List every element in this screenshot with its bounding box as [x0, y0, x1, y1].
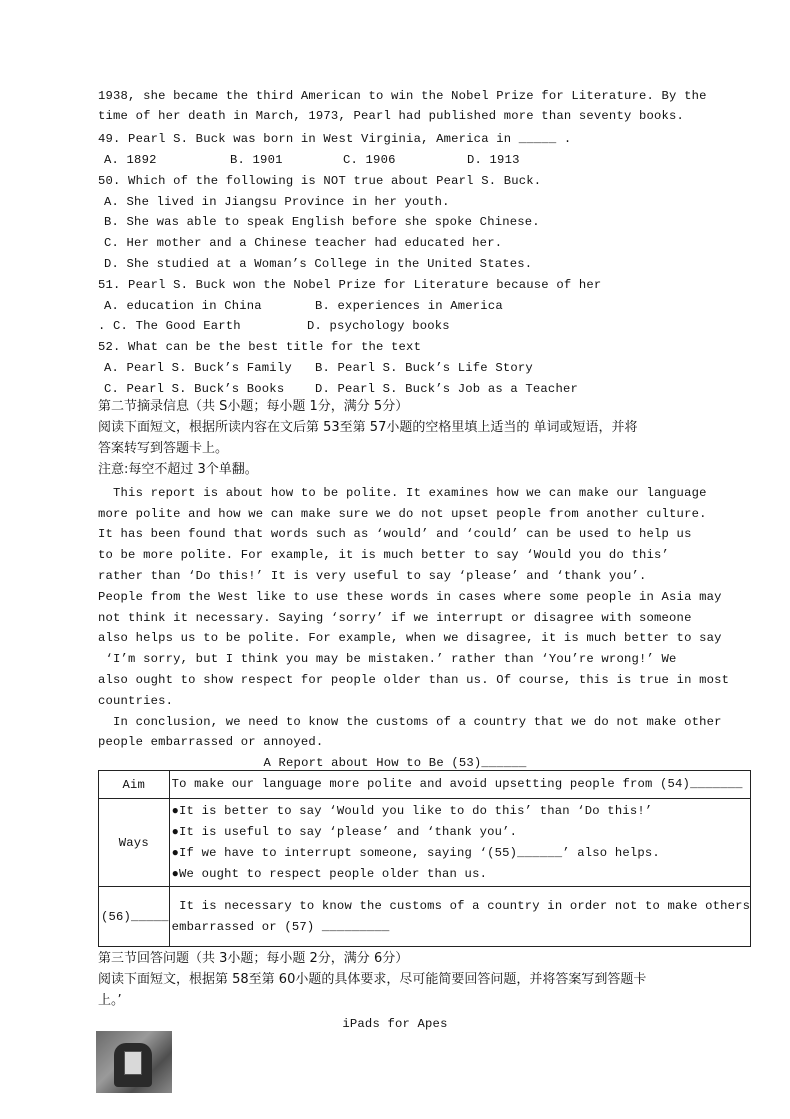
report-passage-line: not think it necessary. Saying ‘sorry’ if we interrupt or disagree with someone — [98, 611, 692, 625]
question-52-stem: 52. What can be the best title for the text — [98, 340, 422, 354]
aim-label: Aim — [99, 771, 170, 799]
report-passage-line: This report is about how to be polite. It examines how we can make our language — [98, 486, 707, 500]
report-passage-line: to be more polite. For example, it is much better to say ‘Would you do this’ — [98, 548, 670, 562]
q50-option-d: D. She studied at a Woman’s College in the United States. — [104, 257, 533, 271]
report-passage-line: also ought to show respect for people older than us. Of course, this is true in most — [98, 673, 730, 687]
question-51-stem: 51. Pearl S. Buck won the Nobel Prize for Literature because of her — [98, 278, 602, 292]
q56-label: (56)_____ — [99, 887, 170, 947]
report-passage-line: countries. — [98, 694, 174, 708]
way-text: It is useful to say ‘please’ and ‘thank you’. — [179, 824, 518, 839]
conclusion-text: It is necessary to know the customs of a country in order not to make others — [171, 898, 751, 913]
section-2-heading: 第二节摘录信息（共 S小题；每小题 1分，满分 5分） — [98, 399, 409, 414]
aim-row — [99, 771, 751, 799]
report-table — [98, 770, 751, 947]
way-item — [170, 843, 751, 864]
passage-line: time of her death in March, 1973, Pearl had published more than seventy books. — [98, 109, 685, 123]
q52-option-c: C. Pearl S. Buck’s Books — [104, 382, 285, 396]
section-3-instruction: 阅读下面短文，根据第 58至第 60小题的具体要求，尽可能简要回答问题，并将答案写到答题卡 — [98, 972, 647, 987]
q51-option-d: D. psychology books — [307, 319, 450, 333]
conclusion-cell — [169, 887, 751, 947]
q51-option-b: B. experiences in America — [315, 299, 503, 313]
q52-option-a: A. Pearl S. Buck’s Family — [104, 361, 292, 375]
report-passage-line: In conclusion, we need to know the customs of a country that we do not make other — [98, 715, 722, 729]
passage-title: iPads for Apes — [342, 1017, 448, 1031]
bullet-icon: ● — [171, 845, 180, 860]
way-item — [170, 801, 751, 822]
report-passage-line: people embarrassed or annoyed. — [98, 735, 324, 749]
aim-cell — [169, 771, 751, 799]
question-50-stem: 50. Which of the following is NOT true about Pearl S. Buck. — [98, 174, 542, 188]
q49-option-a: A. 1892 — [104, 153, 157, 167]
report-passage-line: rather than ‘Do this!’ It is very useful to say ‘please’ and ‘thank you’. — [98, 569, 647, 583]
way-item — [170, 822, 751, 843]
section-2-instruction: 阅读下面短文，根据所读内容在文后第 53至第 57小题的空格里填上适当的 单词或短语，并将 — [98, 420, 638, 435]
ways-row — [99, 799, 751, 887]
report-passage-line: People from the West like to use these words in cases where some people in Asia may — [98, 590, 722, 604]
q49-option-d: D. 1913 — [467, 153, 520, 167]
report-passage-line: more polite and how we can make sure we do not upset people from another culture. — [98, 507, 707, 521]
q51-option-c: . C. The Good Earth — [98, 319, 241, 333]
q52-option-d: D. Pearl S. Buck’s Job as a Teacher — [315, 382, 578, 396]
q52-option-b: B. Pearl S. Buck’s Life Story — [315, 361, 533, 375]
bullet-icon: ● — [171, 866, 180, 881]
way-text: It is better to say ‘Would you like to do this’ than ‘Do this!’ — [179, 803, 653, 818]
report-passage-line: It has been found that words such as ‘would’ and ‘could’ can be used to help us — [98, 527, 692, 541]
section-3-heading: 第三节回答问题（共 3小题；每小题 2分，满分 6分） — [98, 951, 409, 966]
section-3-instruction: 上。’ — [98, 993, 122, 1008]
q51-option-a: A. education in China — [104, 299, 262, 313]
report-passage-line: ‘I’m sorry, but I think you may be mistaken.’ rather than ‘You’re wrong!’ We — [98, 652, 677, 666]
q49-option-b: B. 1901 — [230, 153, 283, 167]
way-text: We ought to respect people older than us. — [179, 866, 488, 881]
ipad-figure — [124, 1051, 142, 1075]
bullet-icon: ● — [171, 803, 180, 818]
bullet-icon: ● — [171, 824, 180, 839]
aim-text: To make our language more polite and avoid upsetting people from (54)_______ — [171, 777, 743, 791]
report-passage-line: also helps us to be polite. For example, when we disagree, it is much better to say — [98, 631, 722, 645]
ways-cell — [169, 799, 751, 887]
report-table-title: A Report about How to Be (53)______ — [263, 756, 527, 770]
q50-option-b: B. She was able to speak English before she spoke Chinese. — [104, 215, 540, 229]
section-2-instruction: 答案转写到答题卡上。 — [98, 441, 229, 456]
way-text: If we have to interrupt someone, saying ‘(55)______’ also helps. — [179, 845, 660, 860]
passage-line: 1938, she became the third American to win the Nobel Prize for Literature. By the — [98, 89, 707, 103]
conclusion-row — [99, 887, 751, 947]
section-2-note: 注意:每空不超过 3个单翻。 — [98, 462, 258, 477]
question-49-stem: 49. Pearl S. Buck was born in West Virginia, America in _____ . — [98, 132, 572, 146]
q49-option-c: C. 1906 — [343, 153, 396, 167]
way-item — [170, 864, 751, 885]
q50-option-a: A. She lived in Jiangsu Province in her youth. — [104, 195, 450, 209]
conclusion-text: embarrassed or (57) _________ — [171, 919, 390, 934]
q50-option-c: C. Her mother and a Chinese teacher had educated her. — [104, 236, 503, 250]
ways-label: Ways — [99, 799, 170, 887]
ape-photo — [96, 1031, 172, 1093]
